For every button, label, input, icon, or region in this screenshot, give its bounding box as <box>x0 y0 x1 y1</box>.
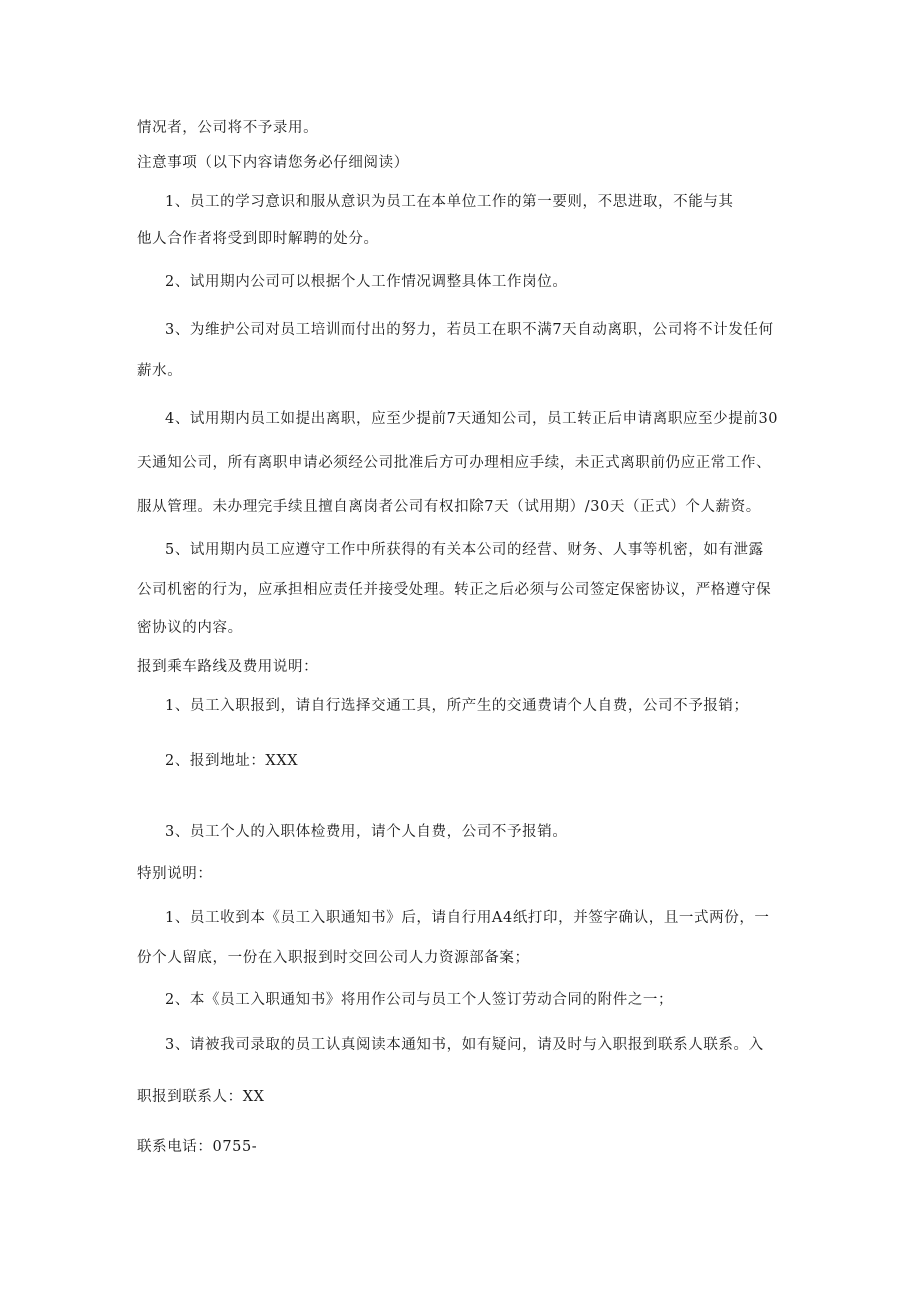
text-line: 份个人留底，一份在入职报到时交回公司人力资源部备案； <box>137 950 530 966</box>
text-line: 1、员工入职报到，请自行选择交通工具，所产生的交通费请个人自费，公司不予报销； <box>165 698 749 714</box>
contact-phone: 联系电话：0755- <box>137 1139 258 1155</box>
text-line: 2、报到地址：XXX <box>165 753 299 769</box>
text-line: 服从管理。未办理完手续且擅自离岗者公司有权扣除7天（试用期）/30天（正式）个人薪资。 <box>137 499 761 515</box>
section-heading-notes: 注意事项（以下内容请您务必仔细阅读） <box>137 155 409 171</box>
text-line: 3、员工个人的入职体检费用，请个人自费，公司不予报销。 <box>165 824 568 840</box>
text-line: 公司机密的行为，应承担相应责任并接受处理。转正之后必须与公司签定保密协议，严格遵守保 <box>137 582 772 598</box>
text-line: 4、试用期内员工如提出离职，应至少提前7天通知公司，员工转正后申请离职应至少提前30 <box>165 411 779 427</box>
text-line: 2、试用期内公司可以根据个人工作情况调整具体工作岗位。 <box>165 274 568 290</box>
text-line: 他人合作者将受到即时解聘的处分。 <box>137 231 379 247</box>
text-line: 2、本《员工入职通知书》将用作公司与员工个人签订劳动合同的附件之一； <box>165 992 674 1008</box>
text-line: 密协议的内容。 <box>137 620 243 636</box>
text-line: 1、员工收到本《员工入职通知书》后，请自行用A4纸打印，并签字确认，且一式两份，一 <box>165 910 770 926</box>
text-line: 5、试用期内员工应遵守工作中所获得的有关本公司的经营、财务、人事等机密，如有泄露 <box>165 542 764 558</box>
text-line: 3、请被我司录取的员工认真阅读本通知书，如有疑问，请及时与入职报到联系人联系。入 <box>165 1037 764 1053</box>
text-line: 薪水。 <box>137 363 183 379</box>
text-line: 3、为维护公司对员工培训而付出的努力，若员工在职不满7天自动离职，公司将不计发任何 <box>165 322 774 338</box>
section-heading-transport: 报到乘车路线及费用说明： <box>137 659 319 675</box>
contact-person: 职报到联系人：XX <box>137 1089 265 1105</box>
section-heading-special: 特别说明： <box>137 866 213 882</box>
text-line: 情况者，公司将不予录用。 <box>137 120 319 136</box>
text-line: 天通知公司，所有离职申请必须经公司批准后方可办理相应手续，未正式离职前仍应正常工作、 <box>137 455 772 471</box>
text-line: 1、员工的学习意识和服从意识为员工在本单位工作的第一要则，不思进取，不能与其 <box>165 194 734 210</box>
